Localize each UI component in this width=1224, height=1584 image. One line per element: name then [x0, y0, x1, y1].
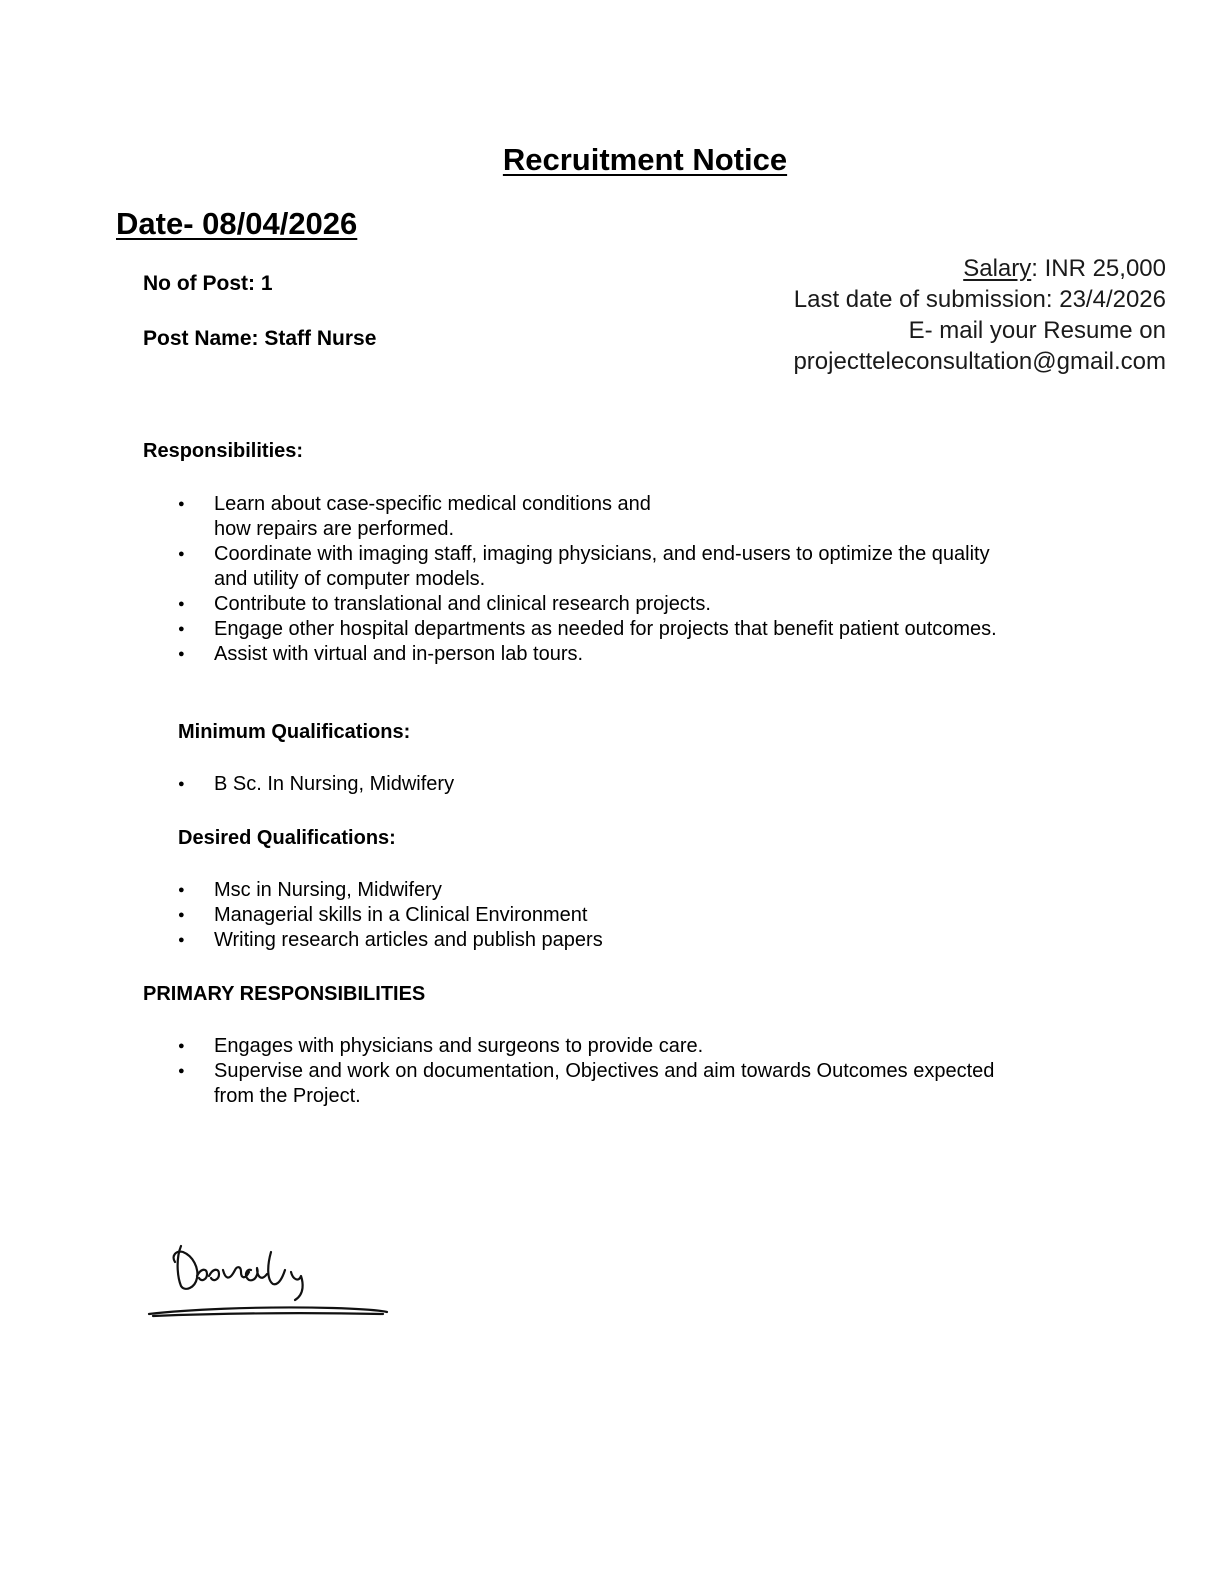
- list-item: ● Msc in Nursing, Midwifery: [178, 878, 1078, 903]
- email-instruction: E- mail your Resume on: [908, 317, 1166, 344]
- primary-responsibilities-list: [178, 1034, 1078, 1109]
- last-date: Last date of submission: 23/4/2026: [793, 286, 1166, 313]
- salary-line: [793, 253, 1166, 284]
- notice-date: Date- 08/04/2026: [116, 206, 358, 241]
- minimum-qualifications-heading: Minimum Qualifications:: [178, 721, 411, 743]
- desired-qualifications-heading: Desired Qualifications:: [178, 827, 396, 849]
- list-item: ● Assist with virtual and in-person lab tours.: [178, 642, 1078, 667]
- list-item: ● Contribute to translational and clinical research projects.: [178, 592, 1078, 617]
- page-title: Recruitment Notice: [502, 142, 788, 177]
- salary-block: [793, 253, 1166, 377]
- signature-icon: [143, 1232, 403, 1327]
- email-address: projectteleconsultation@gmail.com: [793, 348, 1166, 375]
- salary-label: Salary: [963, 255, 1032, 282]
- list-item: ● Writing research articles and publish papers: [178, 928, 1078, 953]
- responsibilities-heading: Responsibilities:: [143, 440, 304, 462]
- list-item: ● B Sc. In Nursing, Midwifery: [178, 772, 1078, 797]
- list-item: ● Learn about case-specific medical conditions and how repairs are performed.: [178, 492, 1078, 542]
- desired-qualifications-list: [178, 878, 1078, 953]
- list-item: ● Supervise and work on documentation, Objectives and aim towards Outcomes expected from the Project.: [178, 1059, 1078, 1109]
- list-item: ● Engage other hospital departments as needed for projects that benefit patient outcomes.: [178, 617, 1078, 642]
- no-of-post: No of Post: 1: [143, 272, 273, 295]
- post-name: Post Name: Staff Nurse: [143, 327, 377, 350]
- minimum-qualifications-list: [178, 772, 1078, 797]
- list-item: ● Engages with physicians and surgeons to provide care.: [178, 1034, 1078, 1059]
- list-item: ● Coordinate with imaging staff, imaging physicians, and end-users to optimize the quality and utility of computer models.: [178, 542, 1078, 592]
- primary-responsibilities-heading: PRIMARY RESPONSIBILITIES: [143, 983, 426, 1005]
- list-item: ● Managerial skills in a Clinical Environment: [178, 903, 1078, 928]
- responsibilities-list: [178, 492, 1078, 667]
- salary-value: : INR 25,000: [1031, 255, 1166, 282]
